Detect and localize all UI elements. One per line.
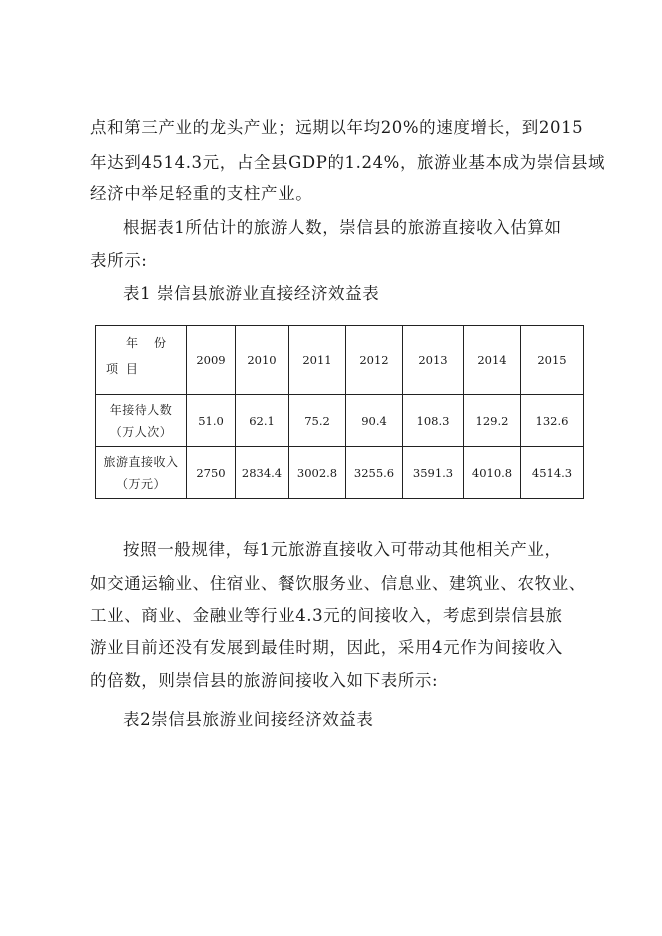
- table-cell: 51.0: [187, 395, 236, 447]
- paragraph-3-line-4: 游业目前还没有发展到最佳时期，因此，采用4元作为间接收入: [90, 638, 563, 657]
- table-corner-header: [96, 326, 187, 395]
- table-cell: 2834.4: [236, 447, 289, 499]
- row-label-line: 年接待人数: [109, 402, 173, 417]
- table-cell: 3002.8: [289, 447, 346, 499]
- table-cell: 4010.8: [464, 447, 521, 499]
- paragraph-1-line-3: 经济中举足轻重的支柱产业。: [90, 184, 313, 203]
- paragraph-3-line-5: 的倍数，则崇信县的旅游间接收入如下表所示:: [90, 671, 439, 690]
- economic-benefit-table: [95, 325, 584, 499]
- year-header-cell: 2012: [346, 326, 403, 395]
- year-header-cell: 2010: [236, 326, 289, 395]
- paragraph-1-line-2: 年达到4514.3元，占全县GDP的1.24%，旅游业基本成为崇信县域: [90, 153, 606, 172]
- row-label-direct-income: [96, 447, 187, 499]
- table-cell: 108.3: [403, 395, 464, 447]
- year-header-cell: 2013: [403, 326, 464, 395]
- table-cell: 90.4: [346, 395, 403, 447]
- year-header-cell: 2011: [289, 326, 346, 395]
- table-row: [96, 447, 584, 499]
- year-header-cell: 2014: [464, 326, 521, 395]
- paragraph-3-line-1: 按照一般规律，每1元旅游直接收入可带动其他相关产业，: [123, 540, 562, 559]
- table-cell: 62.1: [236, 395, 289, 447]
- table-cell: 4514.3: [521, 447, 584, 499]
- table-cell: 75.2: [289, 395, 346, 447]
- header-year-label: 年 份: [126, 336, 169, 350]
- table-cell: 129.2: [464, 395, 521, 447]
- table-2-caption: 表2崇信县旅游业间接经济效益表: [123, 710, 374, 729]
- row-label-line: （万元）: [115, 476, 166, 491]
- header-item-label: 项 目: [106, 362, 140, 376]
- table-cell: 132.6: [521, 395, 584, 447]
- paragraph-2-line-1: 根据表1所估计的旅游人数，崇信县的旅游直接收入估算如: [123, 218, 562, 237]
- paragraph-3-line-2: 如交通运输业、住宿业、餐饮服务业、信息业、建筑业、农牧业、: [90, 574, 586, 593]
- table-row: [96, 395, 584, 447]
- table-1-caption: 表1 崇信县旅游业直接经济效益表: [123, 284, 380, 303]
- row-label-line: （万人次）: [109, 424, 173, 439]
- table-cell: 3255.6: [346, 447, 403, 499]
- row-label-line: 旅游直接收入: [103, 454, 179, 469]
- table-cell: 3591.3: [403, 447, 464, 499]
- row-label-visitors: [96, 395, 187, 447]
- paragraph-2-line-2: 表所示:: [90, 251, 148, 270]
- paragraph-1-line-1: 点和第三产业的龙头产业；远期以年均20%的速度增长，到2015: [90, 118, 584, 137]
- paragraph-3-line-3: 工业、商业、金融业等行业4.3元的间接收入，考虑到崇信县旅: [90, 606, 563, 625]
- table-header-row: [96, 326, 584, 395]
- year-header-cell: 2015: [521, 326, 584, 395]
- table-cell: 2750: [187, 447, 236, 499]
- year-header-cell: 2009: [187, 326, 236, 395]
